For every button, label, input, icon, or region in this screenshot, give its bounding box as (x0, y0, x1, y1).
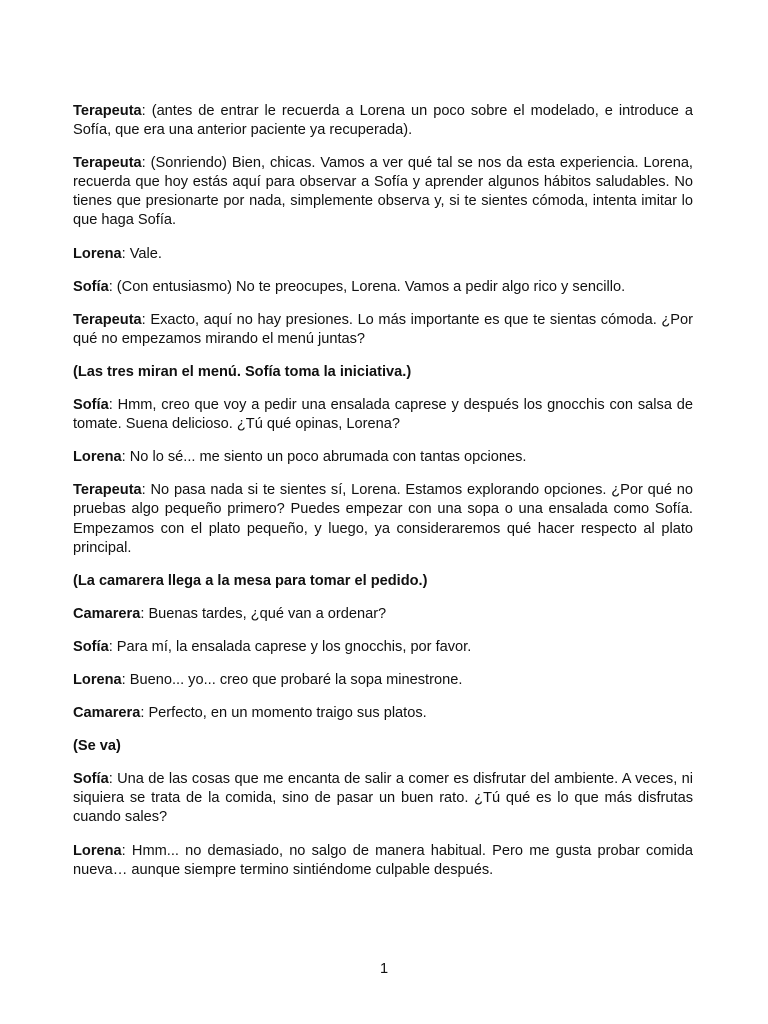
dialogue-line (73, 278, 693, 297)
line-text: : Exacto, aquí no hay presiones. Lo más importante es que te sientas cómoda. ¿Por qué no empezamos mirando el menú juntas? (73, 311, 693, 347)
line-text: : Una de las cosas que me encanta de salir a comer es disfrutar del ambiente. A veces, ni siquiera se trata de la comida, sino de pasar un buen rato. ¿Tú qué es lo que más disfrutas cuando sales? (73, 771, 693, 826)
speaker-name: Terapeuta (73, 311, 142, 328)
speaker-name: Lorena (73, 842, 122, 859)
dialogue-line (73, 671, 693, 690)
line-text: : Hmm... no demasiado, no salgo de manera habitual. Pero me gusta probar comida nueva… aunque siempre termino sintiéndome culpable después. (73, 842, 693, 878)
line-text: : (Sonriendo) Bien, chicas. Vamos a ver qué tal se nos da esta experiencia. Lorena, recuerda que hoy estás aquí para observar a Sofía y aprender algunos hábitos saludables. No tienes que presionarte por nada, simplemente observa y, si te sientes cómoda, intenta imitar lo que haga Sofía. (73, 155, 693, 229)
stage-direction: (Se va) (73, 738, 121, 755)
speaker-name: Camarera (73, 605, 141, 622)
line-text: : Para mí, la ensalada caprese y los gnocchis, por favor. (108, 638, 472, 655)
speaker-name: Lorena (73, 245, 122, 262)
dialogue-line (73, 605, 693, 624)
dialogue-line (73, 102, 693, 140)
dialogue-line (73, 704, 693, 723)
speaker-name: Sofía (73, 397, 109, 414)
speaker-name: Terapeuta (73, 155, 142, 172)
speaker-name: Sofía (73, 278, 109, 295)
stage-direction: (La camarera llega a la mesa para tomar el pedido.) (73, 572, 428, 589)
speaker-name: Lorena (73, 449, 122, 466)
dialogue-line (73, 154, 693, 230)
dialogue-line (73, 638, 693, 657)
speaker-name: Lorena (73, 671, 122, 688)
line-text: : Vale. (121, 245, 162, 262)
speaker-name: Camarera (73, 705, 141, 722)
dialogue-line (73, 770, 693, 827)
line-text: : Buenas tardes, ¿qué van a ordenar? (140, 605, 387, 622)
dialogue-line (73, 481, 693, 557)
dialogue-body (73, 102, 693, 894)
speaker-name: Terapeuta (73, 103, 142, 119)
dialogue-line (73, 311, 693, 349)
dialogue-line (73, 842, 693, 880)
speaker-name: Sofía (73, 638, 109, 655)
line-text: : No lo sé... me siento un poco abrumada con tantas opciones. (121, 449, 527, 466)
line-text: : Bueno... yo... creo que probaré la sopa minestrone. (121, 671, 463, 688)
speaker-name: Sofía (73, 771, 109, 788)
dialogue-line (73, 245, 693, 264)
line-text: : (Con entusiasmo) No te preocupes, Lorena. Vamos a pedir algo rico y sencillo. (108, 278, 626, 295)
line-text: : No pasa nada si te sientes sí, Lorena. Estamos explorando opciones. ¿Por qué no pruebas algo pequeño primero? Puedes empezar con una sopa o una ensalada como Sofía. Empezamos con el plato pequeño, y luego, ya consideraremos qué hacer respecto al plato principal. (73, 482, 693, 556)
dialogue-line (73, 396, 693, 434)
line-text: : Hmm, creo que voy a pedir una ensalada caprese y después los gnocchis con salsa de tomate. Suena delicioso. ¿Tú qué opinas, Lorena? (73, 397, 693, 433)
speaker-name: Terapeuta (73, 482, 142, 499)
line-text: : (antes de entrar le recuerda a Lorena un poco sobre el modelado, e introduce a Sofía, que era una anterior paciente ya recuperada). (73, 103, 693, 139)
dialogue-line (73, 448, 693, 467)
stage-direction: (Las tres miran el menú. Sofía toma la iniciativa.) (73, 363, 412, 380)
line-text: : Perfecto, en un momento traigo sus platos. (140, 705, 427, 722)
page-number: 1 (379, 961, 389, 977)
